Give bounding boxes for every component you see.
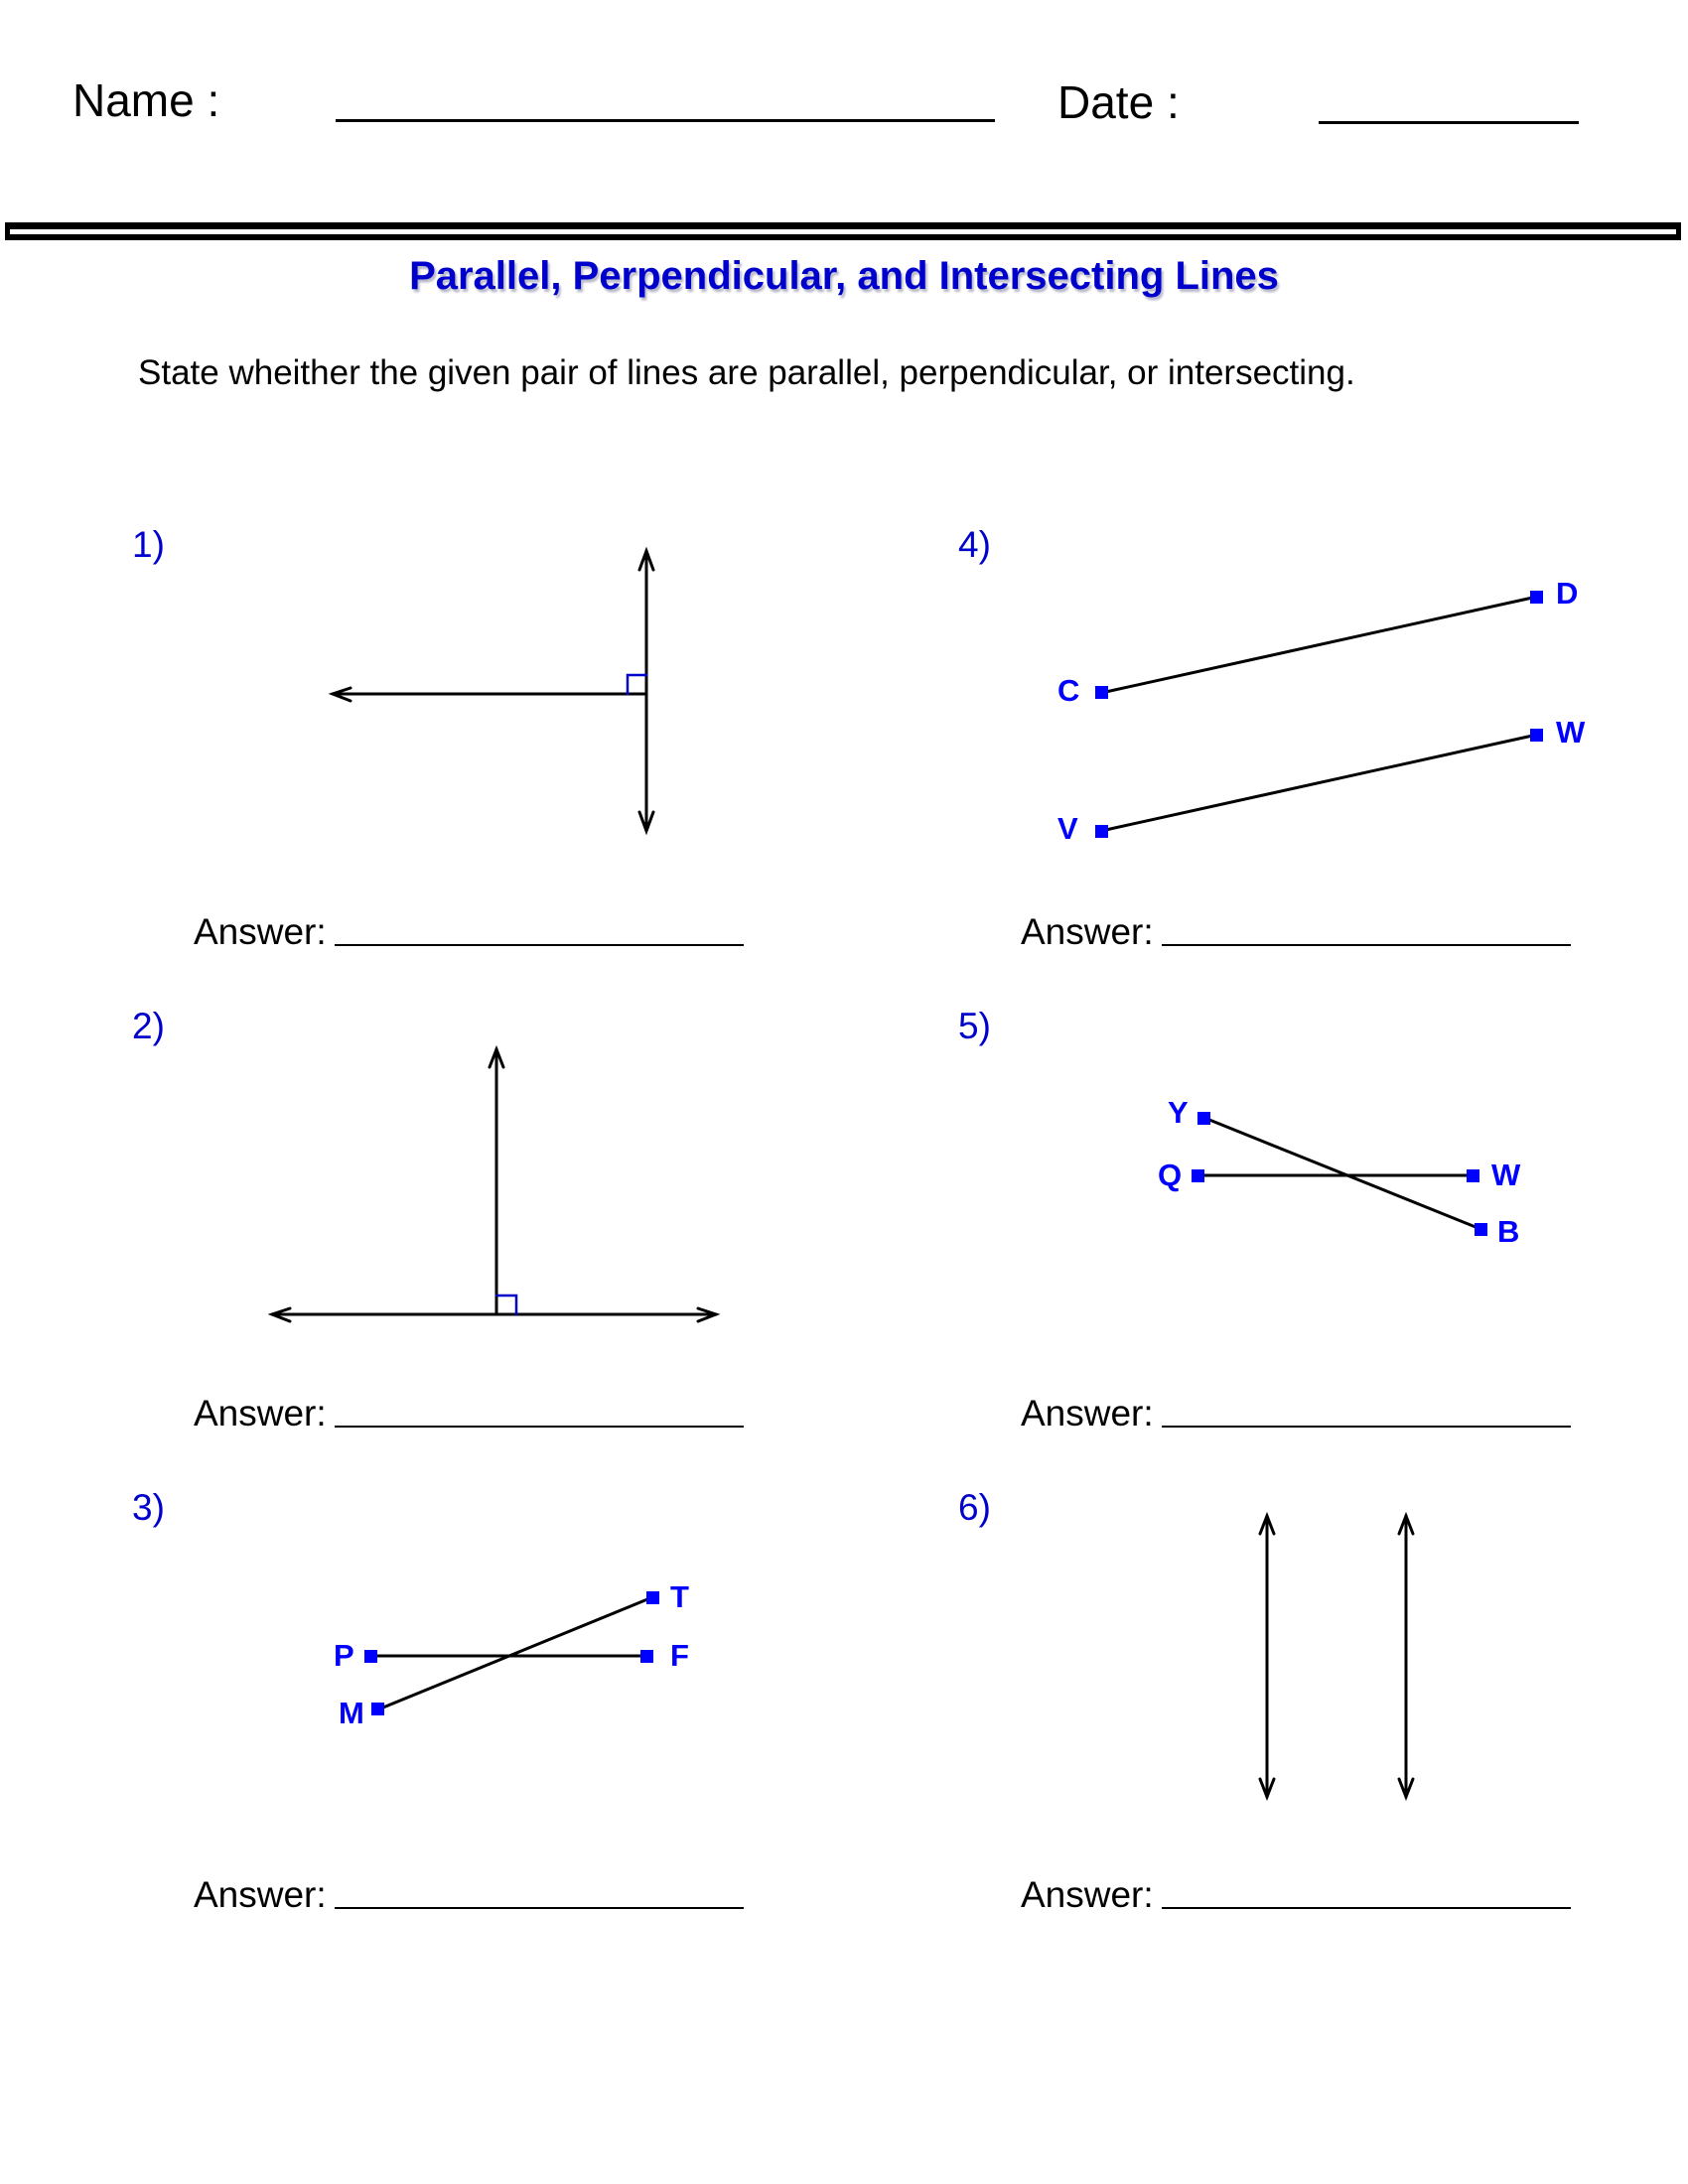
point-c-marker xyxy=(1095,686,1108,699)
point-d-label: D xyxy=(1556,576,1579,611)
point-y-marker xyxy=(1197,1112,1210,1125)
point-f-label: F xyxy=(670,1638,689,1673)
point-w-marker xyxy=(1530,729,1543,742)
problem-6-figure xyxy=(1260,1516,1413,1797)
point-v-marker xyxy=(1095,825,1108,838)
point-q-marker xyxy=(1192,1169,1204,1182)
segment-cd xyxy=(1101,597,1537,693)
point-p-label: P xyxy=(334,1638,354,1673)
segment-yb xyxy=(1204,1118,1480,1229)
problem-1-number: 1) xyxy=(132,524,165,565)
name-label: Name : xyxy=(72,74,220,126)
problem-6-number: 6) xyxy=(958,1487,991,1528)
problem-2-figure xyxy=(272,1049,716,1321)
point-f-marker xyxy=(640,1650,653,1663)
worksheet-title: Parallel, Perpendicular, and Intersecting Lines xyxy=(409,254,1279,298)
point-p-marker xyxy=(364,1650,377,1663)
point-v-label: V xyxy=(1057,811,1078,846)
point-w2-label: W xyxy=(1491,1158,1521,1192)
point-m-label: M xyxy=(339,1696,364,1730)
point-t-label: T xyxy=(670,1579,689,1614)
point-q-label: Q xyxy=(1158,1158,1183,1192)
answer-label: Answer: xyxy=(194,1393,327,1433)
problem-1-figure xyxy=(333,551,653,831)
problem-2-number: 2) xyxy=(132,1006,165,1046)
answer-label: Answer: xyxy=(1021,911,1154,952)
point-y-label: Y xyxy=(1168,1095,1189,1130)
segment-vw xyxy=(1101,735,1537,831)
problem-5-number: 5) xyxy=(958,1006,991,1046)
answer-label: Answer: xyxy=(194,1874,327,1915)
point-b-label: B xyxy=(1497,1214,1520,1249)
answer-label: Answer: xyxy=(194,911,327,952)
point-b-marker xyxy=(1475,1223,1487,1236)
segment-mt xyxy=(378,1597,652,1709)
point-t-marker xyxy=(646,1591,659,1604)
answer-label: Answer: xyxy=(1021,1874,1154,1915)
problem-3-number: 3) xyxy=(132,1487,165,1528)
point-w2-marker xyxy=(1467,1169,1479,1182)
answer-label: Answer: xyxy=(1021,1393,1154,1433)
point-w-label: W xyxy=(1556,715,1586,750)
point-d-marker xyxy=(1530,591,1543,604)
point-c-label: C xyxy=(1057,673,1080,708)
date-label: Date : xyxy=(1057,76,1180,128)
point-m-marker xyxy=(371,1703,384,1715)
instructions: State wheither the given pair of lines are parallel, perpendicular, or intersecting. xyxy=(138,353,1355,392)
problem-4-number: 4) xyxy=(958,524,991,565)
